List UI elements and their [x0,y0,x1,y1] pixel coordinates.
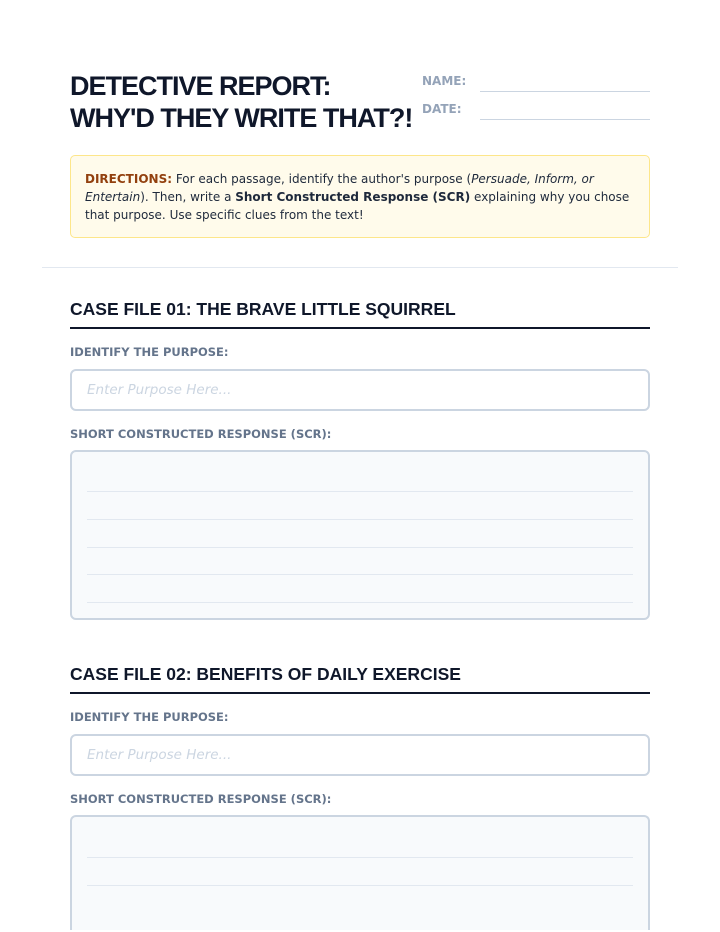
ruled-line [87,857,633,858]
date-label: DATE: [422,102,462,116]
name-field[interactable] [422,72,650,92]
directions-scr-term: Short Constructed Response (SCR) [235,190,471,204]
case-file-01-purpose-label: IDENTIFY THE PURPOSE: [70,345,229,359]
case-file-02-scr-textarea[interactable] [70,815,650,930]
ruled-line [87,547,633,548]
case-file-01-scr-textarea[interactable] [70,450,650,620]
case-file-02-scr-label: SHORT CONSTRUCTED RESPONSE (SCR): [70,792,332,806]
case-file-01-purpose-input[interactable] [70,369,650,411]
case-file-01-title: CASE FILE 01: THE BRAVE LITTLE SQUIRREL [70,297,650,329]
ruled-line [87,519,633,520]
title-line-2: WHY'D THEY WRITE THAT?! [70,103,413,133]
directions-text-1: For each passage, identify the author's purpose ( [172,172,472,186]
case-file-02-purpose-label: IDENTIFY THE PURPOSE: [70,710,229,724]
ruled-line [87,491,633,492]
directions-purposes: Persuade, Inform, or Entertain [85,172,594,204]
page-title [70,70,430,134]
directions-box [70,155,650,238]
case-file-02 [70,662,650,806]
case-file-02-purpose-input[interactable] [70,734,650,776]
name-label: NAME: [422,74,467,88]
ruled-line [87,574,633,575]
case-file-02-scr-ruling [87,817,633,930]
ruled-line [87,885,633,886]
ruled-line [87,602,633,603]
case-file-01-scr-label: SHORT CONSTRUCTED RESPONSE (SCR): [70,427,332,441]
date-field[interactable] [422,100,650,120]
date-underline[interactable] [480,119,650,120]
name-underline[interactable] [480,91,650,92]
directions-text-2: ). Then, write a [140,190,236,204]
case-file-02-title: CASE FILE 02: BENEFITS OF DAILY EXERCISE [70,662,650,694]
section-divider [42,267,678,268]
directions-label: DIRECTIONS: [85,172,173,186]
case-file-01-scr-ruling [87,452,633,618]
directions-text-3: explaining why you chose that purpose. Use specific clues from the text! [85,190,630,222]
case-file-01 [70,297,650,441]
title-line-1: DETECTIVE REPORT: [70,71,331,101]
